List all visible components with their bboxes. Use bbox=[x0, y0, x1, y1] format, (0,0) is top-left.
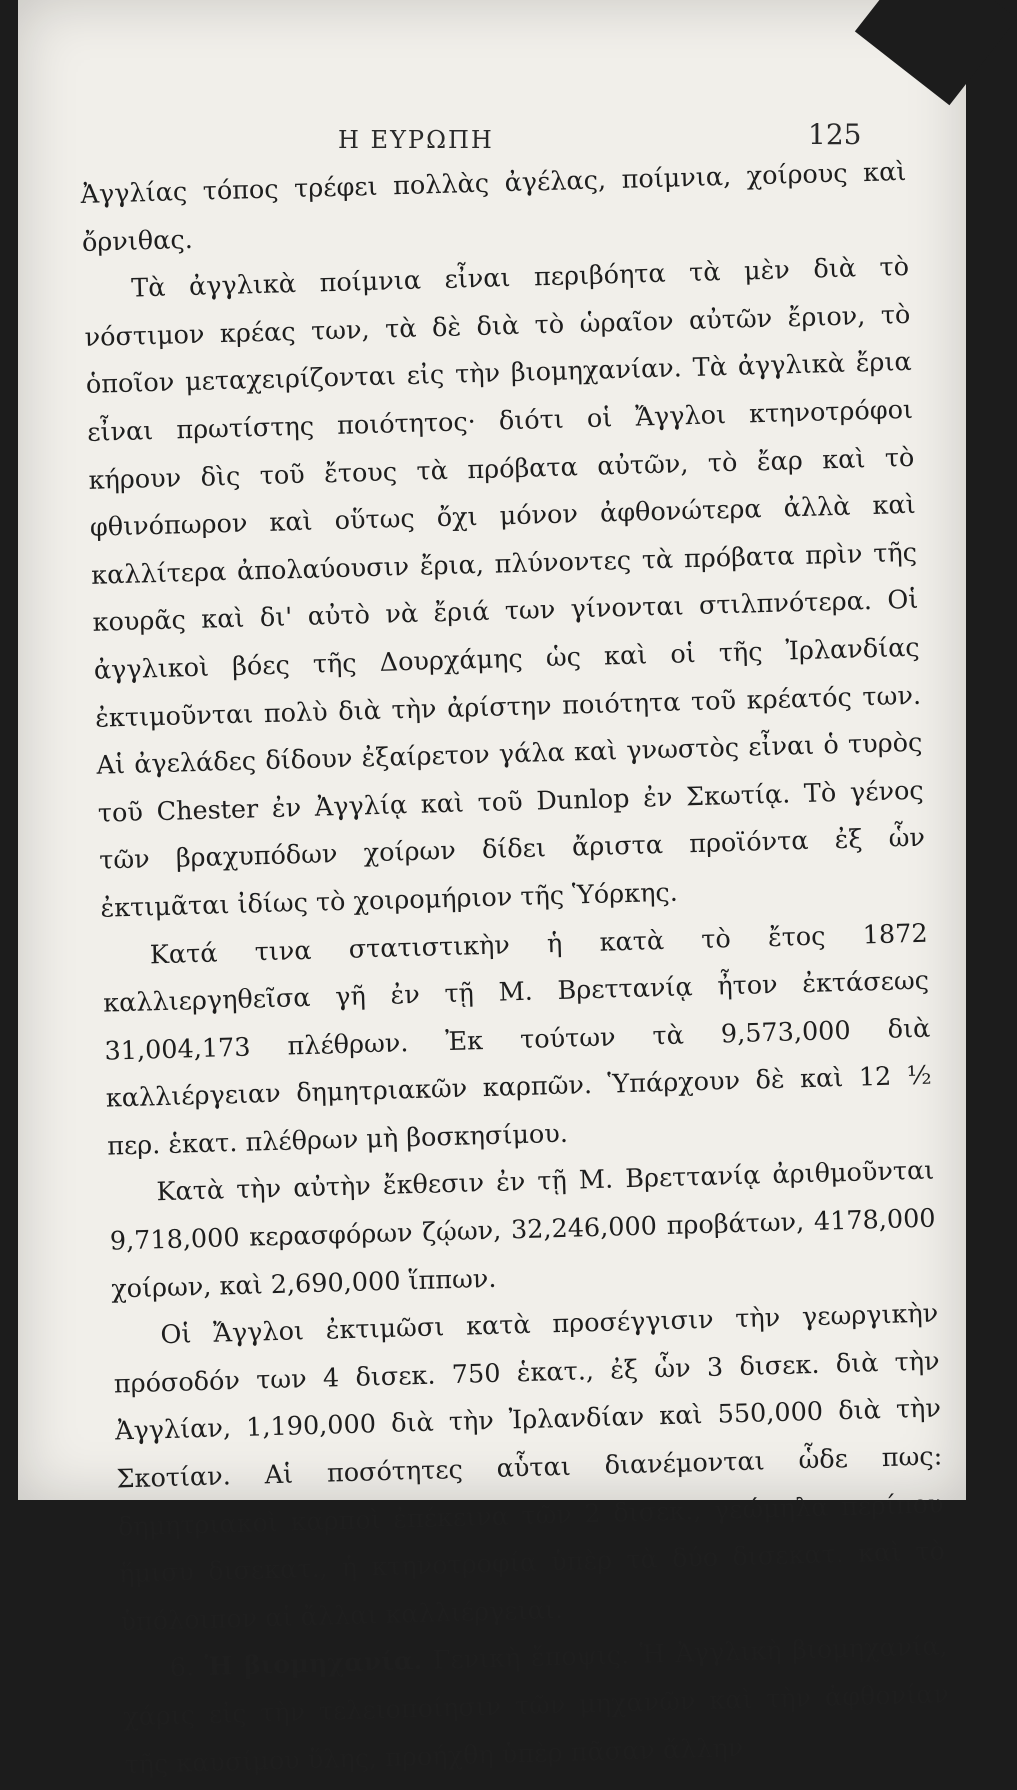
paragraph: Τὰ ἀγγλικὰ ποίμνια εἶναι περιβόητα τὰ μὲν διὰ τὸ νόστιμον κρέας των, τὰ δὲ διὰ τὸ ὡραῖον αὐτῶν ἔριον, τὸ ὁποῖον μεταχειρίζονται εἰς τὴν βιομηχανίαν. Τὰ ἀγγλικὰ ἔρια εἶναι πρωτίστης ποιότητος· διότι οἱ Ἄγγλοι κτηνοτρόφοι κήρουν δὶς τοῦ ἔτους τὰ πρόβατα αὐτῶν, τὸ ἔαρ καὶ τὸ φθινόπωρον καὶ οὕτως ὄχι μόνον ἀφθονώτερα ἀλλὰ καὶ καλλίτερα ἀπολαύουσιν ἔρια, πλύνοντες τὰ πρόβατα πρὶν τῆς κουρᾶς καὶ δι' αὐτὸ νὰ ἔριά των γίνονται στιλπνότερα. Οἱ ἀγγλικοὶ βόες τῆς Δουρχάμης ὡς καὶ οἱ τῆς Ἰρλανδίας ἐκτιμοῦνται πολὺ διὰ τὴν ἀρίστην ποιότητα τοῦ κρέατός των. Αἱ ἀγελάδες δίδουν ἐξαίρετον γάλα καὶ γνωστὸς εἶναι ὁ τυρὸς τοῦ Chester ἐν Ἀγγλίᾳ καὶ τοῦ Dunlop ἐν Σκωτίᾳ. Τὸ γένος τῶν βραχυπόδων χοίρων δίδει ἄριστα προϊόντα ἐξ ὧν ἐκτιμᾶται ἰδίως τὸ χοιρομήριον τῆς Ὑόρκης. bbox=[84, 252, 926, 924]
body-text bbox=[80, 149, 951, 1790]
running-title: Η ΕΥΡΩΠΗ bbox=[338, 126, 494, 154]
page-number: 125 bbox=[808, 118, 862, 151]
torn-corner bbox=[855, 0, 1017, 105]
paragraph: Οἱ Ἄγγλοι ἐκτιμῶσι κατὰ προσέγγισιν τὴν γεωργικὴν πρόσοδόν των 4 δισεκ. 750 ἑκατ., ἐξ ὧν 3 δισεκ. διὰ τὴν Ἀγγλίαν, 1,190,000 διὰ τὴν Ἰρλανδίαν καὶ 550,000 διὰ τὴν Σκοτίαν. Αἱ ποσότητες αὗται διανέμονται ὧδε πως: δημητριακοὶ καρποὶ ἐπέκεινα τῶν 2 δισεκ., γεώμηλα περίπου ἥμισυ δισεκατ., ἡ κτηνοτροφία ὑπὲρ τὰ δύο δισεκατ. καὶ τὸ ὑπόλοιπον αἱ ἄλλαι καλλιέργειαι. bbox=[113, 1298, 946, 1638]
section-text: Γενικὴ ἔποψις. Ἡ Ἀγγλικὴ βιομηχανία, χάρις εἰς τὴν τελειοποίησιν τῶν μηχανῶν καὶ τὴν ἀφθονίαν τῆς καυσίμου ὕλης, προήχθη ὑπὲρ πᾶσαν ἄλλην bbox=[122, 1631, 950, 1780]
section-number: 6. bbox=[169, 1652, 195, 1684]
paragraph: Κατά τινα στατιστικὴν ἡ κατὰ τὸ ἔτος 1872 καλλιεργηθεῖσα γῆ ἐν τῇ Μ. Βρεττανίᾳ ἦτον ἐκτάσεως 31,004,173 πλέθρων. Ἐκ τούτων τὰ 9,573,000 διὰ καλλιέργειαν δημητριακῶν καρπῶν. Ὑπάρχουν δὲ καὶ 12 ½ περ. ἑκατ. πλέθρων μὴ βοσκησίμου. bbox=[102, 918, 932, 1162]
book-page bbox=[18, 0, 966, 1780]
paragraph: Κατὰ τὴν αὐτὴν ἔκθεσιν ἐν τῇ Μ. Βρεττανίᾳ ἀριθμοῦνται 9,718,000 κερασφόρων ζῴων, 32,246,000 προβάτων, 4178,000 χοίρων, καὶ 2,690,000 ἵππων. bbox=[109, 1156, 936, 1305]
paragraph: Ἀγγλίας τόπος τρέφει πολλὰς ἀγέλας, ποίμνια, χοίρους καὶ ὄρνιθας. bbox=[80, 156, 907, 258]
section-paragraph bbox=[121, 1624, 951, 1790]
section-heading: Ἡ βιομηχανία. bbox=[204, 1646, 423, 1683]
